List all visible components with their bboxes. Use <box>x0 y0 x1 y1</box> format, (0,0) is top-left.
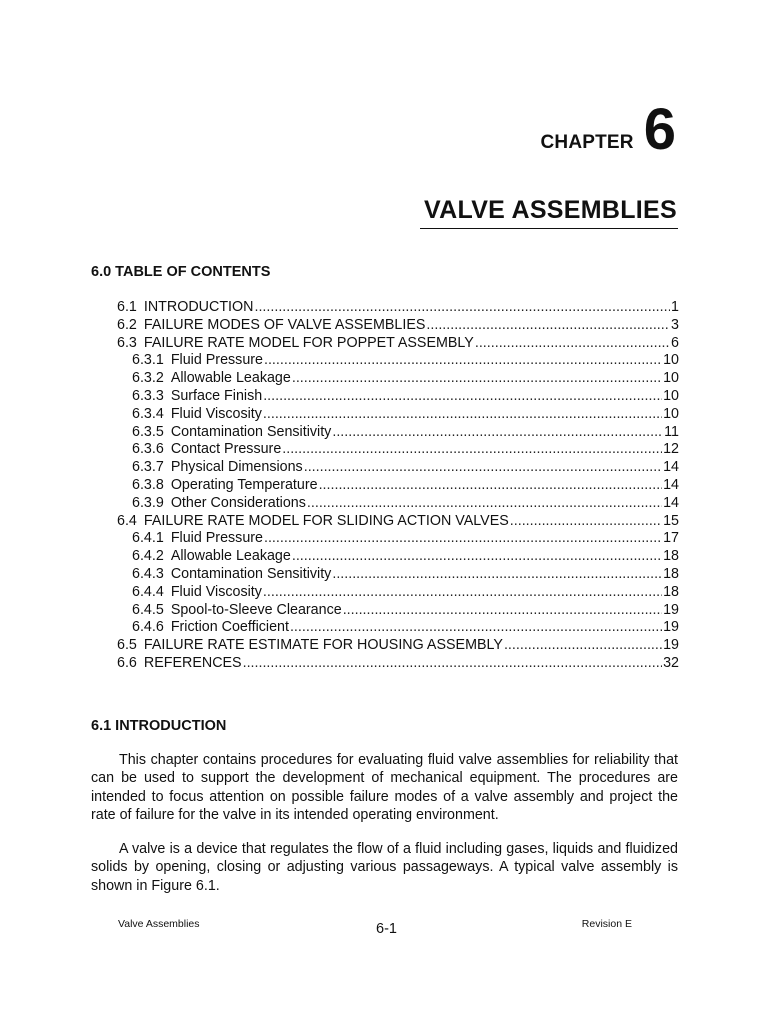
toc-entry-page: 11 <box>664 423 679 440</box>
toc-entry-label: INTRODUCTION <box>143 299 254 315</box>
toc-dot-leader <box>504 637 662 655</box>
toc-entry[interactable] <box>117 619 679 637</box>
toc-entry-label: FAILURE RATE MODEL FOR POPPET ASSEMBLY <box>143 334 474 351</box>
toc-entry[interactable] <box>117 441 679 459</box>
toc-entry-page: 6 <box>671 334 679 351</box>
toc-entry[interactable] <box>117 406 679 424</box>
toc-dot-leader <box>332 424 663 442</box>
toc-entry-page: 10 <box>663 405 679 422</box>
toc-entry[interactable] <box>117 566 679 584</box>
toc-entry-number: 6.4 <box>117 512 137 529</box>
toc-dot-leader <box>426 317 670 335</box>
toc-dot-leader <box>290 619 662 637</box>
introduction-paragraph: A valve is a device that regulates the flow of a fluid including gases, liquids and fluidized solids by opening, closing or adjusting various passageways. A typical valve assembly is shown in Figure 6.1. <box>91 841 678 894</box>
toc-dot-leader <box>304 459 662 477</box>
toc-dot-leader <box>264 352 662 370</box>
toc-entry-label: Friction Coefficient <box>170 619 289 636</box>
toc-entry-label: Spool-to-Sleeve Clearance <box>170 601 342 618</box>
toc-entry-number: 6.3.3 <box>132 387 164 404</box>
toc-entry-label: Fluid Viscosity <box>170 583 262 600</box>
toc-dot-leader <box>292 370 662 388</box>
toc-entry-label: Surface Finish <box>170 387 263 404</box>
toc-entry[interactable] <box>117 602 679 620</box>
toc-entry-number: 6.3 <box>117 334 137 351</box>
toc-entry-number: 6.3.1 <box>132 352 164 369</box>
toc-entry-number: 6.4.2 <box>132 548 164 565</box>
chapter-title: VALVE ASSEMBLIES <box>424 196 677 224</box>
toc-entry-label: Physical Dimensions <box>170 459 303 476</box>
toc-dot-leader <box>319 477 663 495</box>
toc-entry[interactable] <box>117 513 679 531</box>
toc-entry-page: 10 <box>663 352 679 369</box>
toc-entry-label: FAILURE RATE MODEL FOR SLIDING ACTION VALVES <box>143 512 509 529</box>
introduction-heading: 6.1 INTRODUCTION <box>91 718 227 734</box>
toc-entry-number: 6.5 <box>117 637 137 654</box>
toc-entry[interactable] <box>117 530 679 548</box>
toc-dot-leader <box>510 513 662 531</box>
introduction-paragraph: This chapter contains procedures for evaluating fluid valve assemblies for reliability that can be used to support the development of mechanical equipment. The procedures are intended to focus attention on possible failure modes of a valve assembly and project the rate of failure for the valve in its intended operating environment. <box>91 752 678 823</box>
toc-entry[interactable] <box>117 335 679 353</box>
table-of-contents <box>117 299 679 673</box>
toc-dot-leader <box>292 548 662 566</box>
toc-entry-label: Allowable Leakage <box>170 548 291 565</box>
toc-entry-page: 12 <box>663 441 679 458</box>
toc-entry-page: 18 <box>663 565 679 582</box>
toc-dot-leader <box>263 406 662 424</box>
toc-entry[interactable] <box>117 495 679 513</box>
toc-entry-number: 6.4.6 <box>132 619 164 636</box>
toc-dot-leader <box>343 602 662 620</box>
toc-entry-number: 6.4.1 <box>132 530 164 547</box>
toc-entry-page: 14 <box>663 494 679 511</box>
toc-entry-label: Other Considerations <box>170 494 306 511</box>
toc-entry-number: 6.3.8 <box>132 476 164 493</box>
toc-entry-page: 18 <box>663 548 679 565</box>
chapter-number: 6 <box>643 97 676 162</box>
toc-entry-page: 19 <box>663 601 679 618</box>
toc-entry[interactable] <box>117 352 679 370</box>
toc-entry[interactable] <box>117 370 679 388</box>
toc-entry[interactable] <box>117 655 679 673</box>
toc-entry[interactable] <box>117 477 679 495</box>
toc-entry[interactable] <box>117 584 679 602</box>
toc-entry[interactable] <box>117 459 679 477</box>
toc-entry-page: 14 <box>663 476 679 493</box>
toc-entry-label: FAILURE MODES OF VALVE ASSEMBLIES <box>143 316 426 333</box>
toc-dot-leader <box>475 335 670 353</box>
toc-entry-number: 6.3.5 <box>132 423 164 440</box>
toc-dot-leader <box>307 495 662 513</box>
toc-entry-page: 18 <box>663 583 679 600</box>
toc-entry-number: 6.2 <box>117 316 137 333</box>
title-underline <box>420 228 678 229</box>
toc-entry-label: Fluid Pressure <box>170 530 263 547</box>
toc-entry-number: 6.6 <box>117 654 137 671</box>
toc-entry-number: 6.3.7 <box>132 459 164 476</box>
toc-dot-leader <box>282 441 662 459</box>
toc-entry-number: 6.4.3 <box>132 565 164 582</box>
toc-entry-number: 6.1 <box>117 299 137 315</box>
toc-entry-label: REFERENCES <box>143 654 242 671</box>
toc-entry-page: 15 <box>663 512 679 529</box>
chapter-label: CHAPTER <box>540 132 634 153</box>
toc-heading: 6.0 TABLE OF CONTENTS <box>91 264 271 280</box>
footer-document-title: Valve Assemblies <box>118 918 200 930</box>
toc-entry-page: 17 <box>663 530 679 547</box>
toc-entry-number: 6.3.2 <box>132 370 164 387</box>
toc-entry[interactable] <box>117 424 679 442</box>
toc-dot-leader <box>263 584 662 602</box>
toc-entry-number: 6.3.9 <box>132 494 164 511</box>
toc-entry-label: Contamination Sensitivity <box>170 423 332 440</box>
toc-entry-label: Fluid Viscosity <box>170 405 262 422</box>
toc-entry[interactable] <box>117 637 679 655</box>
toc-entry[interactable] <box>117 299 679 317</box>
toc-dot-leader <box>264 530 662 548</box>
toc-entry-label: Operating Temperature <box>170 476 318 493</box>
toc-entry-label: Allowable Leakage <box>170 370 291 387</box>
toc-entry-page: 10 <box>663 387 679 404</box>
toc-entry-page: 1 <box>671 299 679 315</box>
toc-entry-page: 32 <box>663 654 679 671</box>
toc-entry[interactable] <box>117 388 679 406</box>
toc-dot-leader <box>243 655 663 673</box>
toc-entry-label: Contamination Sensitivity <box>170 565 332 582</box>
footer-page-number: 6-1 <box>376 921 397 937</box>
toc-entry-page: 14 <box>663 459 679 476</box>
toc-entry-label: Fluid Pressure <box>170 352 263 369</box>
footer-revision: Revision E <box>581 918 632 930</box>
toc-entry-number: 6.4.4 <box>132 583 164 600</box>
toc-entry[interactable] <box>117 548 679 566</box>
toc-entry[interactable] <box>117 317 679 335</box>
toc-entry-page: 19 <box>663 637 679 654</box>
toc-dot-leader <box>254 299 670 317</box>
toc-entry-number: 6.3.6 <box>132 441 164 458</box>
toc-entry-number: 6.3.4 <box>132 405 164 422</box>
toc-entry-label: Contact Pressure <box>170 441 282 458</box>
toc-dot-leader <box>263 388 662 406</box>
chapter-heading <box>540 97 676 162</box>
toc-dot-leader <box>332 566 662 584</box>
toc-entry-label: FAILURE RATE ESTIMATE FOR HOUSING ASSEMBLY <box>143 637 503 654</box>
toc-entry-number: 6.4.5 <box>132 601 164 618</box>
toc-entry-page: 19 <box>663 619 679 636</box>
toc-entry-page: 10 <box>663 370 679 387</box>
toc-entry-page: 3 <box>671 316 679 333</box>
